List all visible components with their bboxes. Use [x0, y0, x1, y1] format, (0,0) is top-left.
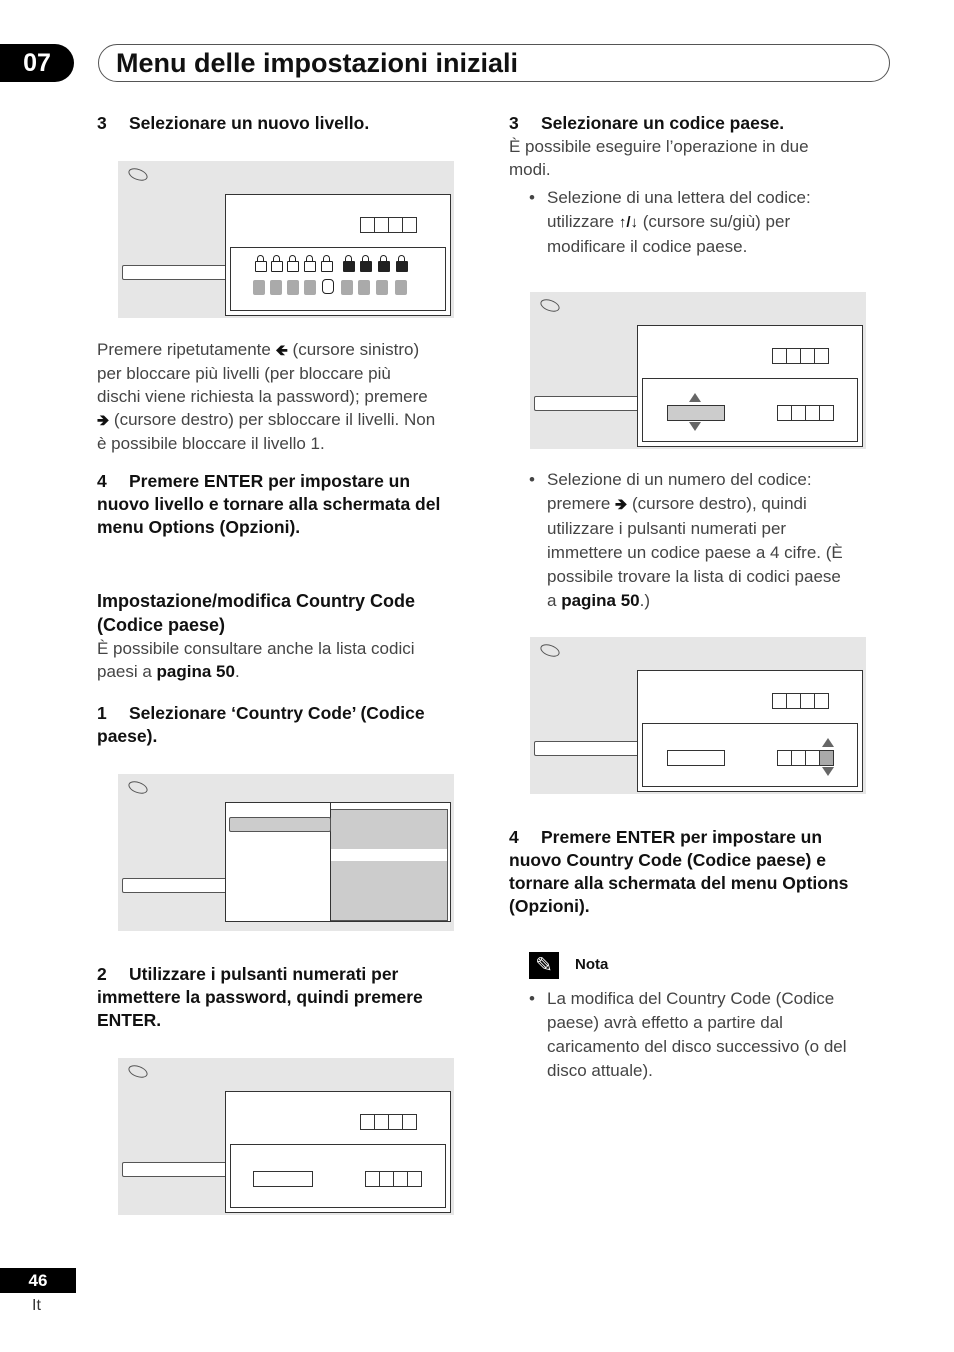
level-cell [287, 280, 299, 295]
level-cell [253, 280, 265, 295]
country-letter-field [667, 750, 725, 766]
step-3-left: 3 Selezionare un nuovo livello. [97, 113, 370, 133]
updown-arrow-icon: ↑/↓ [618, 214, 638, 231]
unlock-icon [321, 261, 333, 272]
level-cell [304, 280, 316, 295]
left-arrow-icon: 🡸 [275, 342, 288, 359]
level-panel [230, 247, 446, 311]
screen-level-select [118, 161, 454, 318]
menu-pane [637, 325, 863, 447]
disc-icon [127, 166, 150, 183]
password-boxes [360, 1114, 417, 1130]
step-2-left: 2 Utilizzare i pulsanti numerati per immettere la password, quindi premere ENTER. [97, 964, 423, 1030]
country-panel [642, 723, 858, 787]
menu-pane [225, 802, 451, 922]
menu-tab [534, 741, 640, 756]
lock-icon [360, 261, 372, 272]
language-code: It [32, 1297, 41, 1314]
country-panel [642, 378, 858, 442]
disc-icon [127, 1063, 150, 1080]
lock-icon [378, 261, 390, 272]
submenu-panel [330, 809, 448, 921]
page-title: Menu delle impostazioni iniziali [116, 48, 519, 78]
down-arrow-icon [822, 767, 834, 776]
right-arrow-icon: 🡺 [97, 412, 110, 429]
entry-boxes [365, 1171, 422, 1187]
menu-pane [637, 670, 863, 792]
step-3-right: 3 Selezionare un codice paese. [509, 113, 785, 133]
down-arrow-icon [689, 422, 701, 431]
unlock-icon [271, 261, 283, 272]
level-cell [358, 280, 370, 295]
right-arrow-icon: 🡺 [615, 496, 628, 513]
country-letter-field [667, 405, 725, 421]
chapter-number: 07 [0, 44, 74, 82]
entry-panel [230, 1144, 446, 1208]
menu-tab [122, 265, 228, 280]
menu-pane [225, 1091, 451, 1213]
step-4-left: 4 Premere ENTER per impostare un nuovo livello e tornare alla schermata del menu Options (Opzioni). [97, 471, 441, 537]
step-3-right-paragraph: È possibile eseguire l’operazione in due modi. [509, 137, 809, 179]
password-boxes [772, 348, 829, 364]
note-label: Nota [575, 956, 609, 973]
unlock-icon [255, 261, 267, 272]
step-4-right: 4 Premere ENTER per impostare un nuovo Country Code (Codice paese) e tornare alla schermata del menu Options (Opzioni). [509, 827, 849, 916]
menu-pane [225, 194, 451, 316]
disc-icon [127, 779, 150, 796]
level-cell [376, 280, 388, 295]
note-bullet: • La modifica del Country Code (Codice paese) avrà effetto a partire dal caricamento del disco successivo (o del disco attuale). [529, 989, 847, 1080]
bullet-number-select: • Selezione di un numero del codice: premere 🡺 (cursore destro), quindi utilizzare i pulsanti numerati per immettere un codice paese a 4 cifre. (È possibile trovare la lista di codici paese a pagina 50.) [529, 470, 843, 610]
submenu-highlight [330, 849, 447, 861]
level-cell [395, 280, 407, 295]
disc-icon [539, 642, 562, 659]
unlock-icon [287, 261, 299, 272]
level-cell-selected [322, 279, 334, 294]
menu-tab [122, 878, 228, 893]
selected-menu-item [229, 817, 331, 832]
country-number-boxes [777, 405, 834, 421]
page-ref: pagina 50 [156, 662, 235, 681]
page-ref: pagina 50 [561, 591, 640, 610]
step-1-left: 1 Selezionare ‘Country Code’ (Codice paese). [97, 703, 425, 746]
page-number: 46 [0, 1268, 76, 1293]
level-cell [341, 280, 353, 295]
lock-icon [396, 261, 408, 272]
level-cell [270, 280, 282, 295]
up-arrow-icon [822, 738, 834, 747]
country-number-boxes [777, 750, 834, 766]
section-heading: Impostazione/modifica Country Code (Codice paese) [97, 591, 416, 635]
password-boxes [360, 217, 417, 233]
disc-icon [539, 297, 562, 314]
menu-tab [122, 1162, 228, 1177]
lock-icon [343, 261, 355, 272]
note-pencil-icon: ✎ [529, 952, 559, 979]
entry-field [253, 1171, 313, 1187]
screen-options-menu [118, 774, 454, 931]
screen-country-number [530, 637, 866, 794]
menu-tab [534, 396, 640, 411]
unlock-icon [304, 261, 316, 272]
section-paragraph: È possibile consultare anche la lista codici paesi a pagina 50. [97, 639, 415, 681]
bullet-letter-select: • Selezione di una lettera del codice: utilizzare ↑/↓ (cursore su/giù) per modificare il codice paese. [529, 188, 811, 256]
screen-password-entry [118, 1058, 454, 1215]
paragraph-lock-levels: Premere ripetutamente 🡸 (cursore sinistro) per bloccare più livelli (per bloccare più dischi viene richiesta la password); premere 🡺 (cursore destro) per sbloccare il livelli. Non è possibile bloccare il livello 1. [97, 340, 436, 453]
screen-country-letter [530, 292, 866, 449]
up-arrow-icon [689, 393, 701, 402]
password-boxes [772, 693, 829, 709]
